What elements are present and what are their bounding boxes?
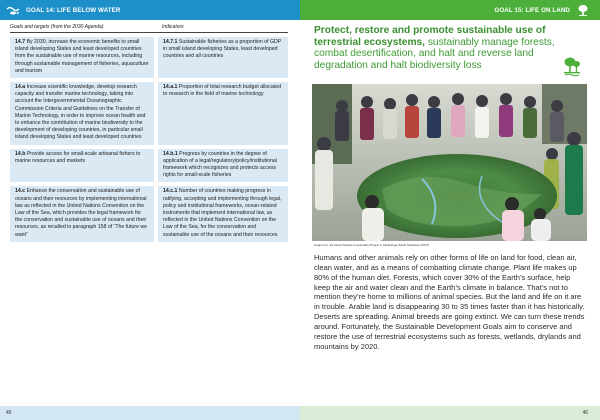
table-row — [10, 82, 288, 145]
goal-code: 14.c — [15, 188, 26, 195]
goals-column-header: Goals and targets (from the 2030 Agenda) — [10, 24, 104, 30]
goal-14-header — [0, 0, 300, 20]
indicator-text: Sustainable fisheries as a proportion of GDP in small island developing States, least developed countries and all countries — [163, 39, 282, 60]
group-photo-image — [312, 84, 587, 241]
indicator-text: Number of countries making progress in ratifying, accepting and implementing through legal, policy and institutional frameworks, ocean-related instruments that implement international law, as reflected in the United Nations Convention on the Law of the Sea, for the conservation and sustainable use of the oceans and their resources — [163, 188, 282, 238]
table-row — [10, 37, 288, 78]
title-bold: Protect, restore and promote sustainable use of terrestrial ecosystems, — [314, 25, 546, 48]
right-page — [300, 0, 600, 420]
table-row — [10, 149, 288, 183]
goal-15-header — [300, 0, 600, 20]
indicator-cell — [158, 82, 288, 145]
right-footer — [300, 406, 600, 420]
goal-text: Increase scientific knowledge, develop research capacity and transfer marine technology, taking into account the Intergovernmental Oceanographic Commission Criteria and Guidelines on the Transfer of Marine Technology, in order to improve ocean health and to enhance the contribution of marine biodiversity to the development of developing countries, in particular small island developing States and least developed countries — [15, 84, 146, 141]
goal-text: Enhance the conservation and sustainable use of oceans and their resources by implementing international law as reflected in the United Nations Convention on the Law of the Sea, which provides the legal framework for the conservation and sustainable use of oceans and their resources, as recalled in paragraph 158 of “The future we want” — [15, 188, 148, 238]
goal-code: 14.7 — [15, 39, 26, 45]
indicator-code: 14.7.1 — [163, 39, 178, 45]
indicator-cell — [158, 186, 288, 241]
goal-14-title: GOAL 14: LIFE BELOW WATER — [26, 6, 121, 14]
indicator-code: 14.a.1 — [163, 84, 178, 91]
body-paragraph: Humans and other animals rely on other forms of life on land for food, clean air, clean water, and as a means of combatting climate change. Plant life makes up 80% of the human diet. Forests, which cover 30% of the Earth’s surface, help keep the air and water clean and the Earth’s climate in balance. That’s not to mention they’re home to millions of animal species. But the land and life on it are in trouble. Arable land is disappearing 30 to 35 times faster than it has historically. Deserts are spreading. Animal breeds are going extinct. We can turn these trends around. Fortunately, the Sustainable Development Goals aim to conserve and restore the use of terrestrial ecosystems such as forests, wetlands, drylands and mountains by 2020. — [314, 253, 585, 351]
goal-code: 14.b — [15, 150, 26, 157]
indicator-cell — [158, 149, 288, 183]
fish-wave-icon — [6, 3, 20, 17]
title-rest: sustainably manage forests, combat desertification, and halt and reverse land degradation and halt biodiversity loss — [314, 36, 555, 71]
indicator-text: Progress by countries in the degree of application of a legal/regulatory/policy/institutional framework which recognizes and protects access rights for small-scale fisheries — [163, 150, 277, 179]
page-number-right: 46 — [582, 410, 588, 416]
targets-table — [10, 24, 288, 242]
table-row — [10, 186, 288, 241]
tree-icon — [576, 3, 590, 17]
indicator-cell — [158, 37, 288, 78]
goal-15-title: GOAL 15: LIFE ON LAND — [494, 6, 570, 14]
left-footer — [0, 406, 300, 420]
goal-cell — [10, 149, 154, 183]
tree-icon — [561, 55, 583, 77]
page-title — [314, 25, 576, 71]
goal-cell — [10, 186, 154, 241]
goal-text: By 2030, increase the economic benefits to small island developing States and least developed countries from the sustainable use of marine resources, including through sustainable management of fisheries, aquaculture and tourism — [15, 39, 149, 74]
indicator-text: Proportion of total research budget allocated to research in the field of marine technology — [163, 84, 281, 98]
indicator-code: 14.c.1 — [163, 188, 178, 195]
goal-code: 14.a — [15, 84, 26, 91]
table-header — [10, 24, 288, 33]
indicator-code: 14.b.1 — [163, 150, 178, 157]
indicators-column-header: Indicators — [162, 24, 184, 30]
photo-caption: Image from: the Island Tipsehe Conservation Project in Zambaruga (South Swansley) SOCIT — [314, 243, 430, 247]
goal-text: Provide access for small-scale artisanal fishers to marine resources and markets — [15, 150, 141, 164]
goal-cell — [10, 82, 154, 145]
goal-cell — [10, 37, 154, 78]
page-number-left: 45 — [6, 410, 12, 416]
